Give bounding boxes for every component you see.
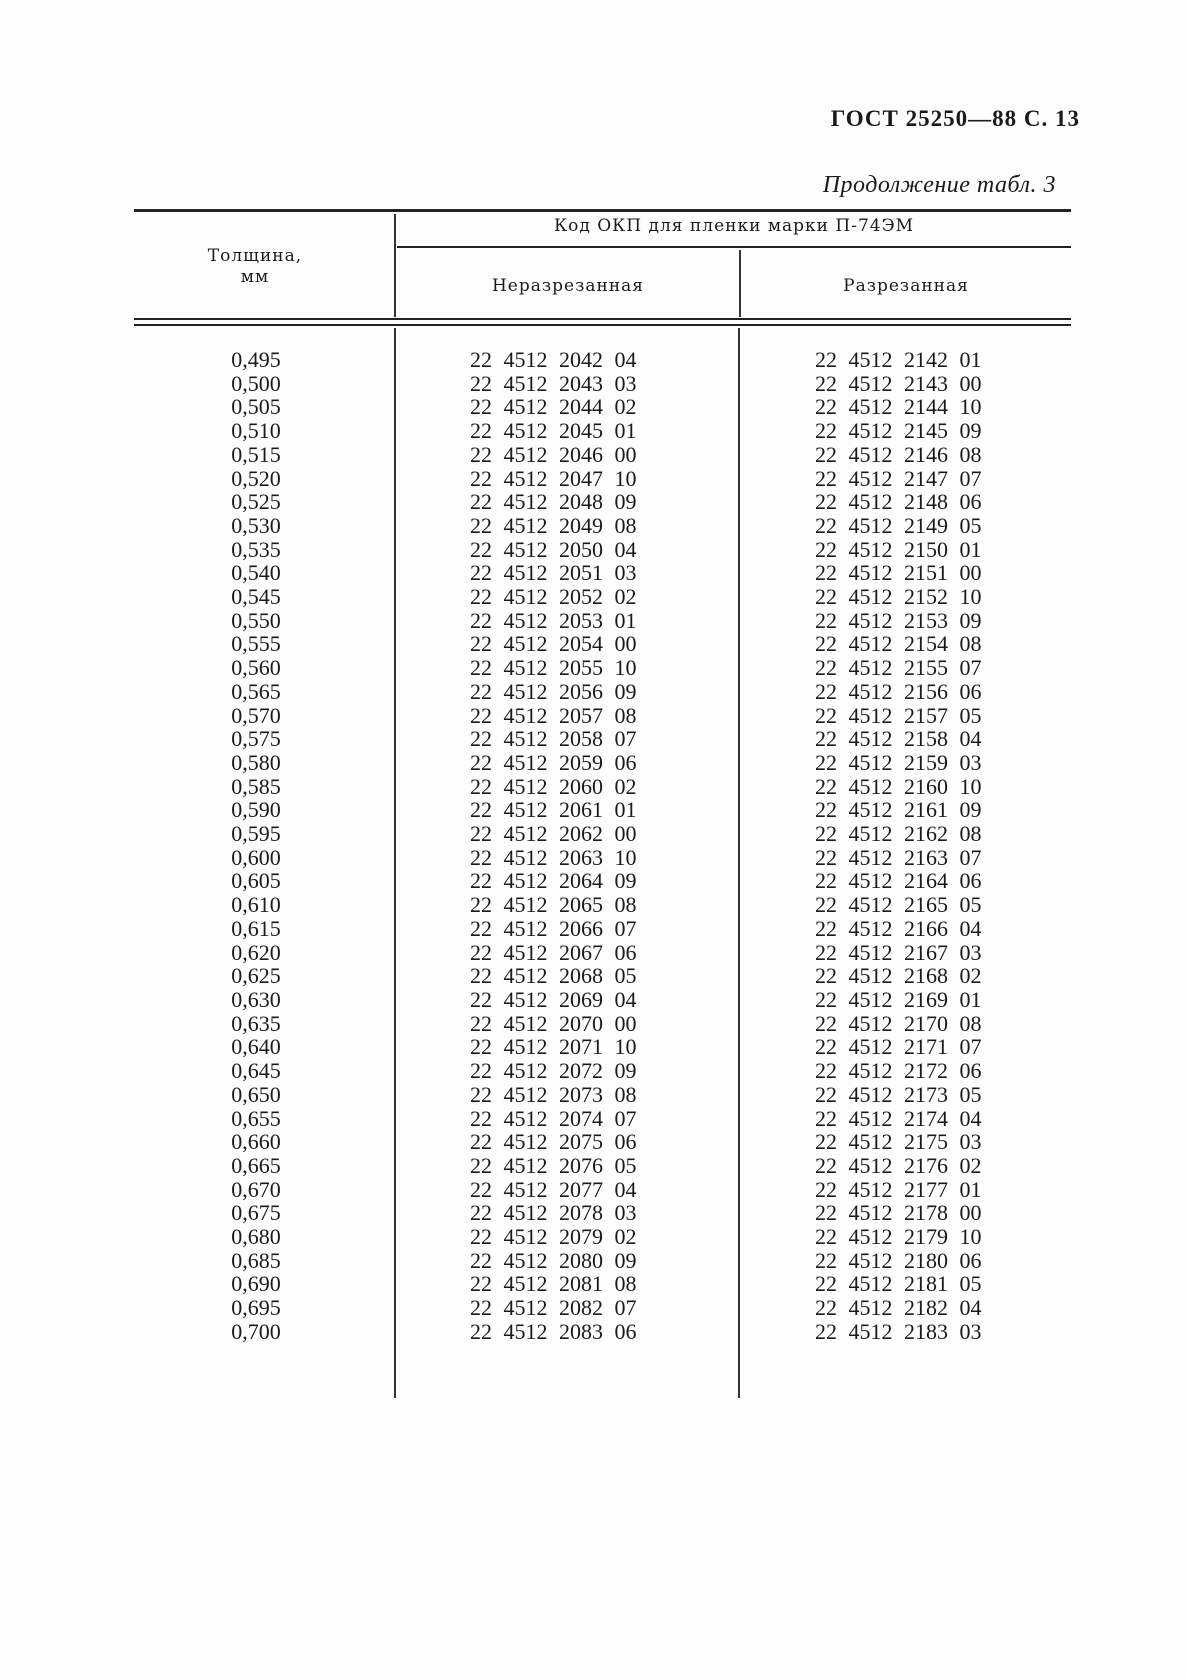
thickness-cell: 0,600 <box>231 844 281 870</box>
cut-code-cell: 22 4512 2143 00 <box>815 370 982 396</box>
cut-code-cell: 22 4512 2168 02 <box>815 963 982 989</box>
column-divider-cut <box>739 250 741 317</box>
cut-code-cell: 22 4512 2150 01 <box>815 536 982 562</box>
thickness-cell: 0,515 <box>231 441 281 467</box>
header-bottom-rule-1 <box>134 318 1071 320</box>
thickness-cell: 0,580 <box>231 749 281 775</box>
cut-code-cell: 22 4512 2160 10 <box>815 773 982 799</box>
thickness-cell: 0,500 <box>231 370 281 396</box>
thickness-cell: 0,680 <box>231 1224 281 1250</box>
uncut-code-cell: 22 4512 2042 04 <box>470 347 637 372</box>
cut-code-cell: 22 4512 2183 03 <box>815 1318 982 1344</box>
cut-code-cell: 22 4512 2166 04 <box>815 915 982 941</box>
cut-code-cell: 22 4512 2148 06 <box>815 489 982 515</box>
cut-code-cell: 22 4512 2163 07 <box>815 844 982 870</box>
thickness-cell: 0,505 <box>231 394 281 420</box>
thickness-cell: 0,620 <box>231 939 281 965</box>
cut-code-cell: 22 4512 2169 01 <box>815 986 982 1012</box>
cut-code-cell: 22 4512 2157 05 <box>815 702 982 728</box>
thickness-cell: 0,495 <box>231 347 281 372</box>
uncut-code-cell: 22 4512 2076 05 <box>470 1152 637 1178</box>
thickness-cell: 0,585 <box>231 773 281 799</box>
thickness-cell: 0,630 <box>231 986 281 1012</box>
cut-code-cell: 22 4512 2151 00 <box>815 560 982 586</box>
uncut-code-cell: 22 4512 2054 00 <box>470 631 637 657</box>
thickness-cell: 0,530 <box>231 512 281 538</box>
uncut-code-cell: 22 4512 2077 04 <box>470 1176 637 1202</box>
uncut-code-cell: 22 4512 2082 07 <box>470 1295 637 1321</box>
uncut-code-cell: 22 4512 2044 02 <box>470 394 637 420</box>
cut-code-cell: 22 4512 2172 06 <box>815 1058 982 1084</box>
page-header: ГОСТ 25250—88 С. 13 <box>830 106 1080 131</box>
cut-code-cell: 22 4512 2142 01 <box>815 347 982 372</box>
cut-code-cell: 22 4512 2174 04 <box>815 1105 982 1131</box>
cut-code-cell: 22 4512 2167 03 <box>815 939 982 965</box>
uncut-code-cell: 22 4512 2061 01 <box>470 797 637 823</box>
uncut-code-cell: 22 4512 2062 00 <box>470 821 637 847</box>
uncut-code-cell: 22 4512 2081 08 <box>470 1271 637 1297</box>
thickness-cell: 0,700 <box>231 1318 281 1344</box>
uncut-code-cell: 22 4512 2083 06 <box>470 1318 637 1344</box>
uncut-code-cell: 22 4512 2068 05 <box>470 963 637 989</box>
uncut-code-cell: 22 4512 2079 02 <box>470 1224 637 1250</box>
thickness-cell: 0,655 <box>231 1105 281 1131</box>
cut-code-cell: 22 4512 2175 03 <box>815 1129 982 1155</box>
uncut-code-cell: 22 4512 2064 09 <box>470 868 637 894</box>
uncut-code-cell: 22 4512 2070 00 <box>470 1010 637 1036</box>
uncut-code-cell: 22 4512 2047 10 <box>470 465 637 491</box>
cut-code-cell: 22 4512 2144 10 <box>815 394 982 420</box>
uncut-code-cell: 22 4512 2071 10 <box>470 1034 637 1060</box>
table-caption: Продолжение табл. 3 <box>822 172 1056 198</box>
cut-code-cell: 22 4512 2161 09 <box>815 797 982 823</box>
cut-code-cell: 22 4512 2156 06 <box>815 678 982 704</box>
header-bottom-rule-2 <box>134 324 1071 326</box>
thickness-cell: 0,545 <box>231 584 281 610</box>
group-header-rule <box>397 246 1071 248</box>
uncut-code-cell: 22 4512 2049 08 <box>470 512 637 538</box>
cut-code-cell: 22 4512 2153 09 <box>815 607 982 633</box>
thickness-column <box>200 348 312 1344</box>
uncut-code-cell: 22 4512 2080 09 <box>470 1247 637 1273</box>
cut-code-cell: 22 4512 2154 08 <box>815 631 982 657</box>
thickness-cell: 0,565 <box>231 678 281 704</box>
header-thickness <box>180 246 330 288</box>
cut-code-cell: 22 4512 2147 07 <box>815 465 982 491</box>
uncut-code-cell: 22 4512 2058 07 <box>470 726 637 752</box>
header-uncut: Неразрезанная <box>491 276 645 296</box>
cut-code-cell: 22 4512 2159 03 <box>815 749 982 775</box>
cut-code-cell: 22 4512 2171 07 <box>815 1034 982 1060</box>
uncut-code-cell: 22 4512 2072 09 <box>470 1058 637 1084</box>
uncut-code-cell: 22 4512 2057 08 <box>470 702 637 728</box>
cut-code-cell: 22 4512 2173 05 <box>815 1081 982 1107</box>
thickness-cell: 0,640 <box>231 1034 281 1060</box>
thickness-cell: 0,555 <box>231 631 281 657</box>
uncut-code-cell: 22 4512 2060 02 <box>470 773 637 799</box>
header-group: Код ОКП для пленки марки П-74ЭМ <box>553 216 915 236</box>
thickness-cell: 0,645 <box>231 1058 281 1084</box>
uncut-code-cell: 22 4512 2050 04 <box>470 536 637 562</box>
cut-code-cell: 22 4512 2176 02 <box>815 1152 982 1178</box>
thickness-cell: 0,650 <box>231 1081 281 1107</box>
uncut-code-cell: 22 4512 2066 07 <box>470 915 637 941</box>
uncut-code-cell: 22 4512 2051 03 <box>470 560 637 586</box>
uncut-code-cell: 22 4512 2073 08 <box>470 1081 637 1107</box>
thickness-cell: 0,535 <box>231 536 281 562</box>
uncut-code-cell: 22 4512 2063 10 <box>470 844 637 870</box>
thickness-cell: 0,560 <box>231 655 281 681</box>
cut-code-cell: 22 4512 2145 09 <box>815 418 982 444</box>
column-divider-thickness-body <box>394 328 396 1398</box>
thickness-cell: 0,550 <box>231 607 281 633</box>
uncut-code-column <box>470 348 670 1344</box>
cut-code-cell: 22 4512 2182 04 <box>815 1295 982 1321</box>
cut-code-cell: 22 4512 2146 08 <box>815 441 982 467</box>
uncut-code-cell: 22 4512 2046 00 <box>470 441 637 467</box>
thickness-cell: 0,525 <box>231 489 281 515</box>
uncut-code-cell: 22 4512 2048 09 <box>470 489 637 515</box>
uncut-code-cell: 22 4512 2069 04 <box>470 986 637 1012</box>
uncut-code-cell: 22 4512 2045 01 <box>470 418 637 444</box>
uncut-code-cell: 22 4512 2067 06 <box>470 939 637 965</box>
uncut-code-cell: 22 4512 2055 10 <box>470 655 637 681</box>
header-thickness-line1: Толщина, <box>207 246 303 266</box>
uncut-code-cell: 22 4512 2065 08 <box>470 892 637 918</box>
cut-code-cell: 22 4512 2149 05 <box>815 512 982 538</box>
cut-code-cell: 22 4512 2181 05 <box>815 1271 982 1297</box>
uncut-code-cell: 22 4512 2078 03 <box>470 1200 637 1226</box>
cut-code-cell: 22 4512 2180 06 <box>815 1247 982 1273</box>
thickness-cell: 0,615 <box>231 915 281 941</box>
cut-code-cell: 22 4512 2155 07 <box>815 655 982 681</box>
cut-code-cell: 22 4512 2164 06 <box>815 868 982 894</box>
cut-code-cell: 22 4512 2177 01 <box>815 1176 982 1202</box>
uncut-code-cell: 22 4512 2059 06 <box>470 749 637 775</box>
cut-code-cell: 22 4512 2170 08 <box>815 1010 982 1036</box>
thickness-cell: 0,690 <box>231 1271 281 1297</box>
thickness-cell: 0,510 <box>231 418 281 444</box>
cut-code-cell: 22 4512 2178 00 <box>815 1200 982 1226</box>
uncut-code-cell: 22 4512 2043 03 <box>470 370 637 396</box>
cut-code-cell: 22 4512 2165 05 <box>815 892 982 918</box>
header-thickness-line2: мм <box>240 267 270 287</box>
column-divider-cut-body <box>738 328 740 1398</box>
thickness-cell: 0,635 <box>231 1010 281 1036</box>
thickness-cell: 0,520 <box>231 465 281 491</box>
thickness-cell: 0,590 <box>231 797 281 823</box>
uncut-code-cell: 22 4512 2075 06 <box>470 1129 637 1155</box>
cut-code-cell: 22 4512 2158 04 <box>815 726 982 752</box>
column-divider-thickness <box>394 214 396 317</box>
thickness-cell: 0,570 <box>231 702 281 728</box>
thickness-cell: 0,595 <box>231 821 281 847</box>
uncut-code-cell: 22 4512 2053 01 <box>470 607 637 633</box>
thickness-cell: 0,695 <box>231 1295 281 1321</box>
uncut-code-cell: 22 4512 2056 09 <box>470 678 637 704</box>
cut-code-cell: 22 4512 2152 10 <box>815 584 982 610</box>
thickness-cell: 0,670 <box>231 1176 281 1202</box>
thickness-cell: 0,685 <box>231 1247 281 1273</box>
header-cut: Разрезанная <box>843 276 969 296</box>
cut-code-cell: 22 4512 2179 10 <box>815 1224 982 1250</box>
cut-code-cell: 22 4512 2162 08 <box>815 821 982 847</box>
uncut-code-cell: 22 4512 2052 02 <box>470 584 637 610</box>
thickness-cell: 0,675 <box>231 1200 281 1226</box>
thickness-cell: 0,660 <box>231 1129 281 1155</box>
thickness-cell: 0,625 <box>231 963 281 989</box>
cut-code-column <box>815 348 1015 1344</box>
table-top-rule <box>134 209 1071 212</box>
thickness-cell: 0,575 <box>231 726 281 752</box>
thickness-cell: 0,540 <box>231 560 281 586</box>
uncut-code-cell: 22 4512 2074 07 <box>470 1105 637 1131</box>
thickness-cell: 0,665 <box>231 1152 281 1178</box>
thickness-cell: 0,610 <box>231 892 281 918</box>
thickness-cell: 0,605 <box>231 868 281 894</box>
